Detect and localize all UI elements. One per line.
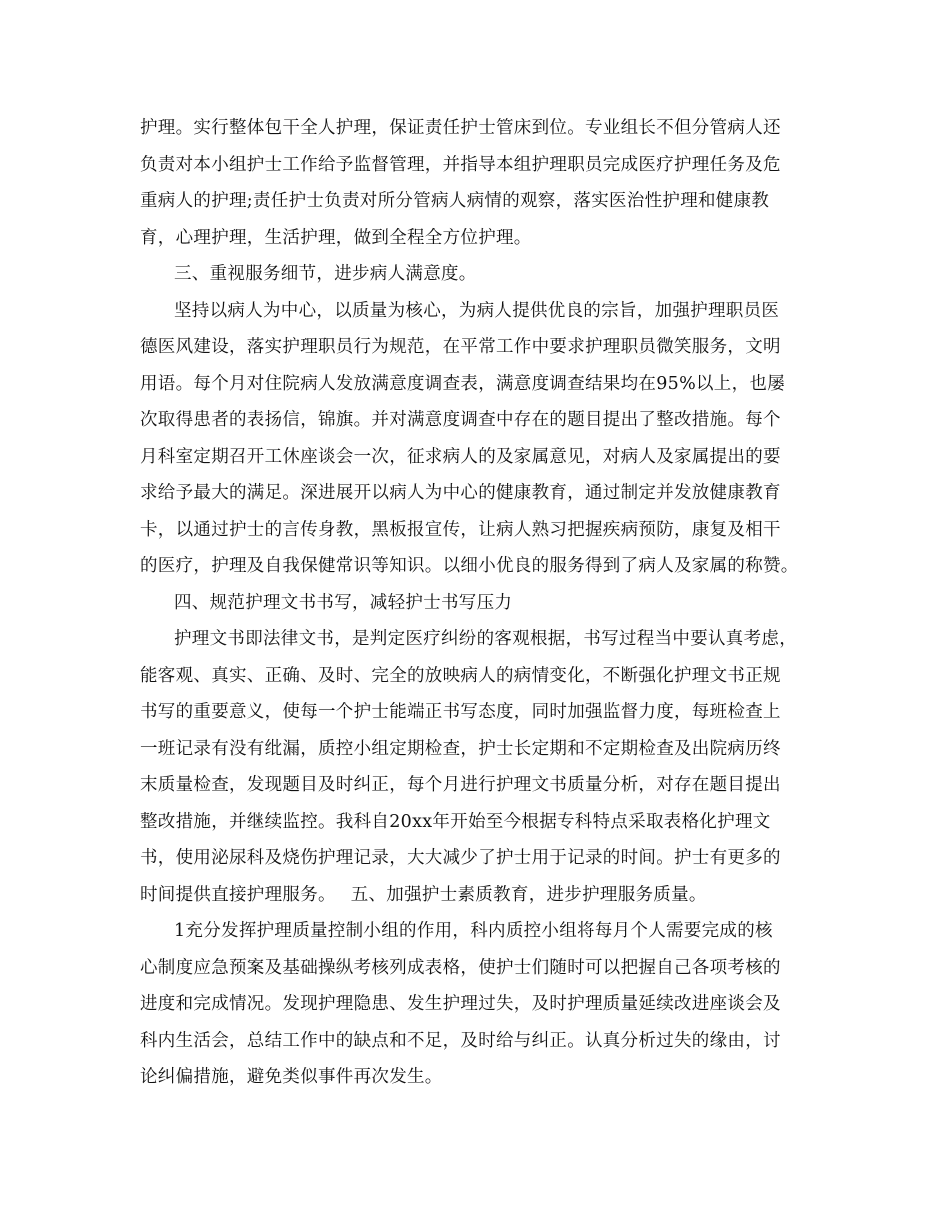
text-line: 三、重视服务细节，进步病人满意度。 (174, 264, 477, 284)
text-line: 能客观、真实、正确、及时、完全的放映病人的病情变化，不断强化护理文书正规 (140, 665, 781, 686)
text-line: 求给予最大的满足。深进展开以病人为中心的健康教育，通过制定并发放健康教育 (140, 483, 781, 503)
text-line: 护理文书即法律文书，是判定医疗纠纷的客观根据，书写过程当中要认真考虑， (174, 629, 797, 649)
text-line: 时间提供直接护理服务。 五、加强护士素质教育，进步护理服务质量。 (140, 884, 707, 905)
text-line: 整改措施，并继续监控。我科自20xx年开始至今根据专科特点采取表格化护理文 (140, 811, 771, 832)
text-line: 1充分发挥护理质量控制小组的作用，科内质控小组将每月个人需要完成的核 (174, 921, 773, 941)
text-line: 德医风建设，落实护理职员行为规范，在平常工作中要求护理职员微笑服务，文明 (140, 337, 781, 357)
text-line: 用语。每个月对住院病人发放满意度调查表，满意度调查结果均在95%以上，也屡 (140, 373, 785, 394)
text-line: 月科室定期召开工休座谈会一次，征求病人的及家属意见，对病人及家属提出的要 (140, 446, 781, 467)
document-body (140, 110, 822, 1096)
text-line: 一班记录有没有纰漏，质控小组定期检查，护士长定期和不定期检查及出院病历终 (140, 738, 781, 759)
text-line: 论纠偏措施，避免类似事件再次发生。 (140, 1067, 443, 1087)
text-line: 负责对本小组护士工作给予监督管理，并指导本组护理职员完成医疗护理任务及危 (140, 154, 781, 175)
text-line: 坚持以病人为中心，以质量为核心，为病人提供优良的宗旨，加强护理职员医 (174, 300, 780, 321)
text-line: 末质量检查，发现题目及时纠正，每个月进行护理文书质量分析，对存在题目提出 (140, 775, 781, 795)
text-line: 的医疗，护理及自我保健常识等知识。以细小优良的服务得到了病人及家属的称赞。 (140, 556, 799, 576)
text-line: 卡，以通过护士的言传身教，黑板报宣传，让病人熟习把握疾病预防，康复及相干 (140, 519, 781, 540)
text-line: 重病人的护理;责任护士负责对所分管病人病情的观察，落实医治性护理和健康教 (140, 191, 770, 211)
text-line: 进度和完成情况。发现护理隐患、发生护理过失，及时护理质量延续改进座谈会及 (140, 994, 781, 1014)
text-line: 护理。实行整体包干全人护理，保证责任护士管床到位。专业组长不但分管病人还 (140, 118, 781, 138)
text-line: 书写的重要意义，使每一个护士能端正书写态度，同时加强监督力度，每班检查上 (140, 702, 781, 722)
text-line: 四、规范护理文书书写，减轻护士书写压力 (174, 592, 513, 613)
text-line: 次取得患者的表扬信，锦旗。并对满意度调查中存在的题目提出了整改措施。每个 (140, 410, 781, 430)
text-line: 心制度应急预案及基础操纵考核列成表格，使护士们随时可以把握自己各项考核的 (140, 957, 781, 978)
text-line: 科内生活会，总结工作中的缺点和不足，及时给与纠正。认真分析过失的缘由，讨 (140, 1030, 781, 1051)
text-line: 育，心理护理，生活护理，做到全程全方位护理。 (140, 227, 532, 248)
text-line: 书，使用泌尿科及烧伤护理记录，大大减少了护士用于记录的时间。护士有更多的 (140, 848, 781, 868)
